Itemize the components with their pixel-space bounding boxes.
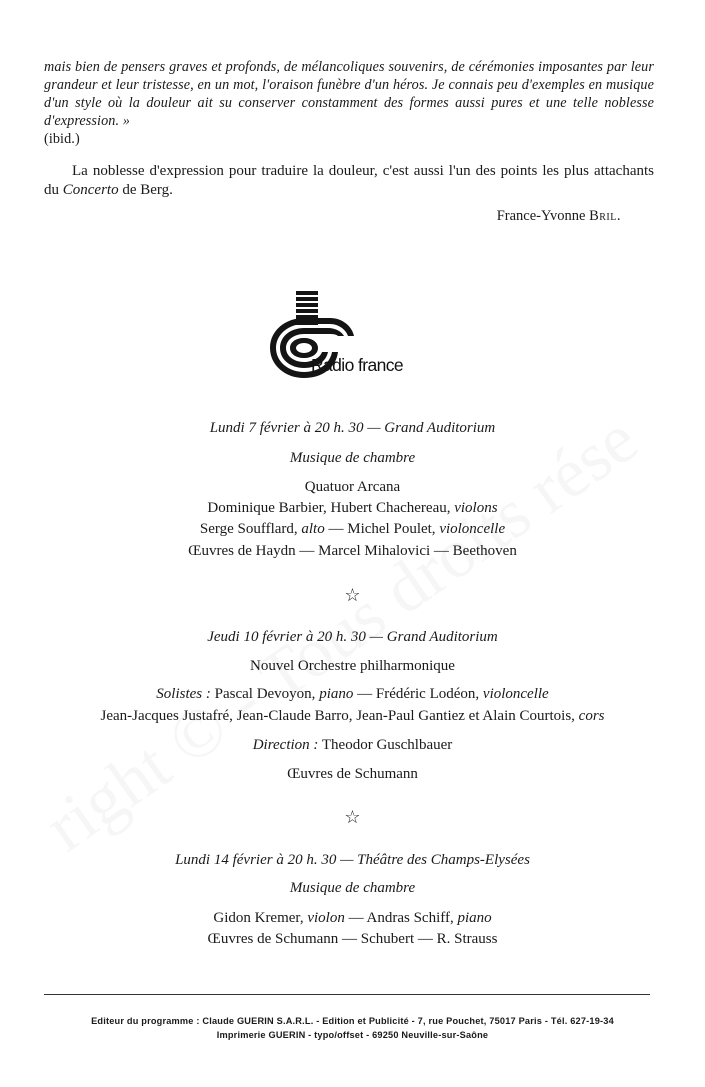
concert-2-soloist-2-role: violoncelle	[482, 686, 549, 702]
concert-2-direction	[0, 737, 705, 754]
author-signature	[497, 208, 621, 225]
concert-1-violinists-names: Dominique Barbier, Hubert Chachereau,	[207, 500, 451, 516]
concert-3-performer-2-role: piano	[457, 910, 492, 926]
concert-3-performers	[0, 910, 705, 927]
star-outline-icon: ☆	[344, 585, 361, 605]
author-first-name: France-Yvonne	[496, 208, 586, 224]
concert-2-ensemble: Nouvel Orchestre philharmonique	[250, 658, 455, 674]
quote-source: (ibid.)	[44, 131, 80, 147]
concert-2-soloist-2: — Frédéric Lodéon,	[357, 686, 480, 702]
concert-1-genre: Musique de chambre	[289, 450, 416, 466]
star-outline-icon: ☆	[344, 807, 361, 827]
concert-2-conductor: Theodor Guschlbauer	[321, 737, 453, 753]
concert-1-alto-role: alto	[301, 521, 325, 537]
concert-2-horns-role: cors	[578, 708, 605, 724]
concert-1-violinists	[0, 500, 705, 517]
paragraph-work: Concerto	[62, 182, 119, 198]
concert-1-cello-name: — Michel Poulet,	[328, 521, 436, 537]
concert-2-works: Œuvres de Schumann	[287, 766, 418, 782]
concert-1-alto-name: Serge Soufflard,	[199, 521, 298, 537]
commentary-paragraph	[44, 162, 654, 200]
berlioz-quote	[44, 58, 654, 148]
paragraph-before: La noblesse d'expression pour traduire la douleur, c'est aussi l'un des points les plus attachants du	[44, 163, 654, 198]
concert-1-alto-cello	[0, 521, 705, 538]
concert-1-violinists-role: violons	[454, 500, 498, 516]
printer-line: Imprimerie GUERIN - typo/offset - 69250 Neuville-sur-Saône	[216, 1030, 489, 1040]
concert-3-date: Lundi 14 février à 20 h. 30 — Théâtre des Champs-Elysées	[175, 852, 530, 868]
concert-1-date: Lundi 7 février à 20 h. 30 — Grand Auditorium	[209, 420, 496, 436]
concert-2-soloist-1: Pascal Devoyon,	[214, 686, 316, 702]
concert-1-cello-role: violoncelle	[439, 521, 506, 537]
concert-3-performer-1-role: violon	[307, 910, 345, 926]
concert-2-soloist-1-role: piano	[319, 686, 354, 702]
concert-3-performer-1: Gidon Kremer,	[213, 910, 304, 926]
paragraph-after: de Berg.	[118, 182, 173, 198]
concert-3-genre: Musique de chambre	[289, 880, 416, 896]
publisher-line: Editeur du programme : Claude GUERIN S.A.R.L. - Edition et Publicité - 7, rue Pouchet, 75017 Paris - Tél. 627-19-34	[91, 1016, 614, 1026]
footer-rule	[44, 994, 650, 995]
concert-2-soloists	[0, 686, 705, 703]
author-last-name: Bril.	[589, 208, 621, 224]
concert-2-soloists-label: Solistes :	[156, 686, 211, 702]
quote-text: mais bien de pensers graves et profonds, de mélancoliques souvenirs, de cérémonies imposantes par leur grandeur et leur tristesse, en un mot, l'oraison funèbre d'un héros. Je connais peu d'exemples en musique d'un style où la douleur ait su conserver constamment des formes aussi pures et une telle noblesse d'expression. »	[44, 59, 654, 129]
radio-france-wordmark: Radio france	[311, 355, 404, 375]
concert-1-ensemble: Quatuor Arcana	[304, 479, 401, 495]
concert-2-horns-names: Jean-Jacques Justafré, Jean-Claude Barro, Jean-Paul Gantiez et Alain Courtois,	[100, 708, 575, 724]
concert-2-date: Jeudi 10 février à 20 h. 30 — Grand Auditorium	[207, 629, 498, 645]
concert-3-works: Œuvres de Schumann — Schubert — R. Strauss	[207, 931, 498, 947]
concert-2-direction-label: Direction :	[252, 737, 319, 753]
concert-2-horns	[0, 708, 705, 725]
concert-3-performer-2: — Andras Schiff,	[348, 910, 454, 926]
concert-1-works: Œuvres de Haydn — Marcel Mihalovici — Beethoven	[188, 543, 517, 559]
